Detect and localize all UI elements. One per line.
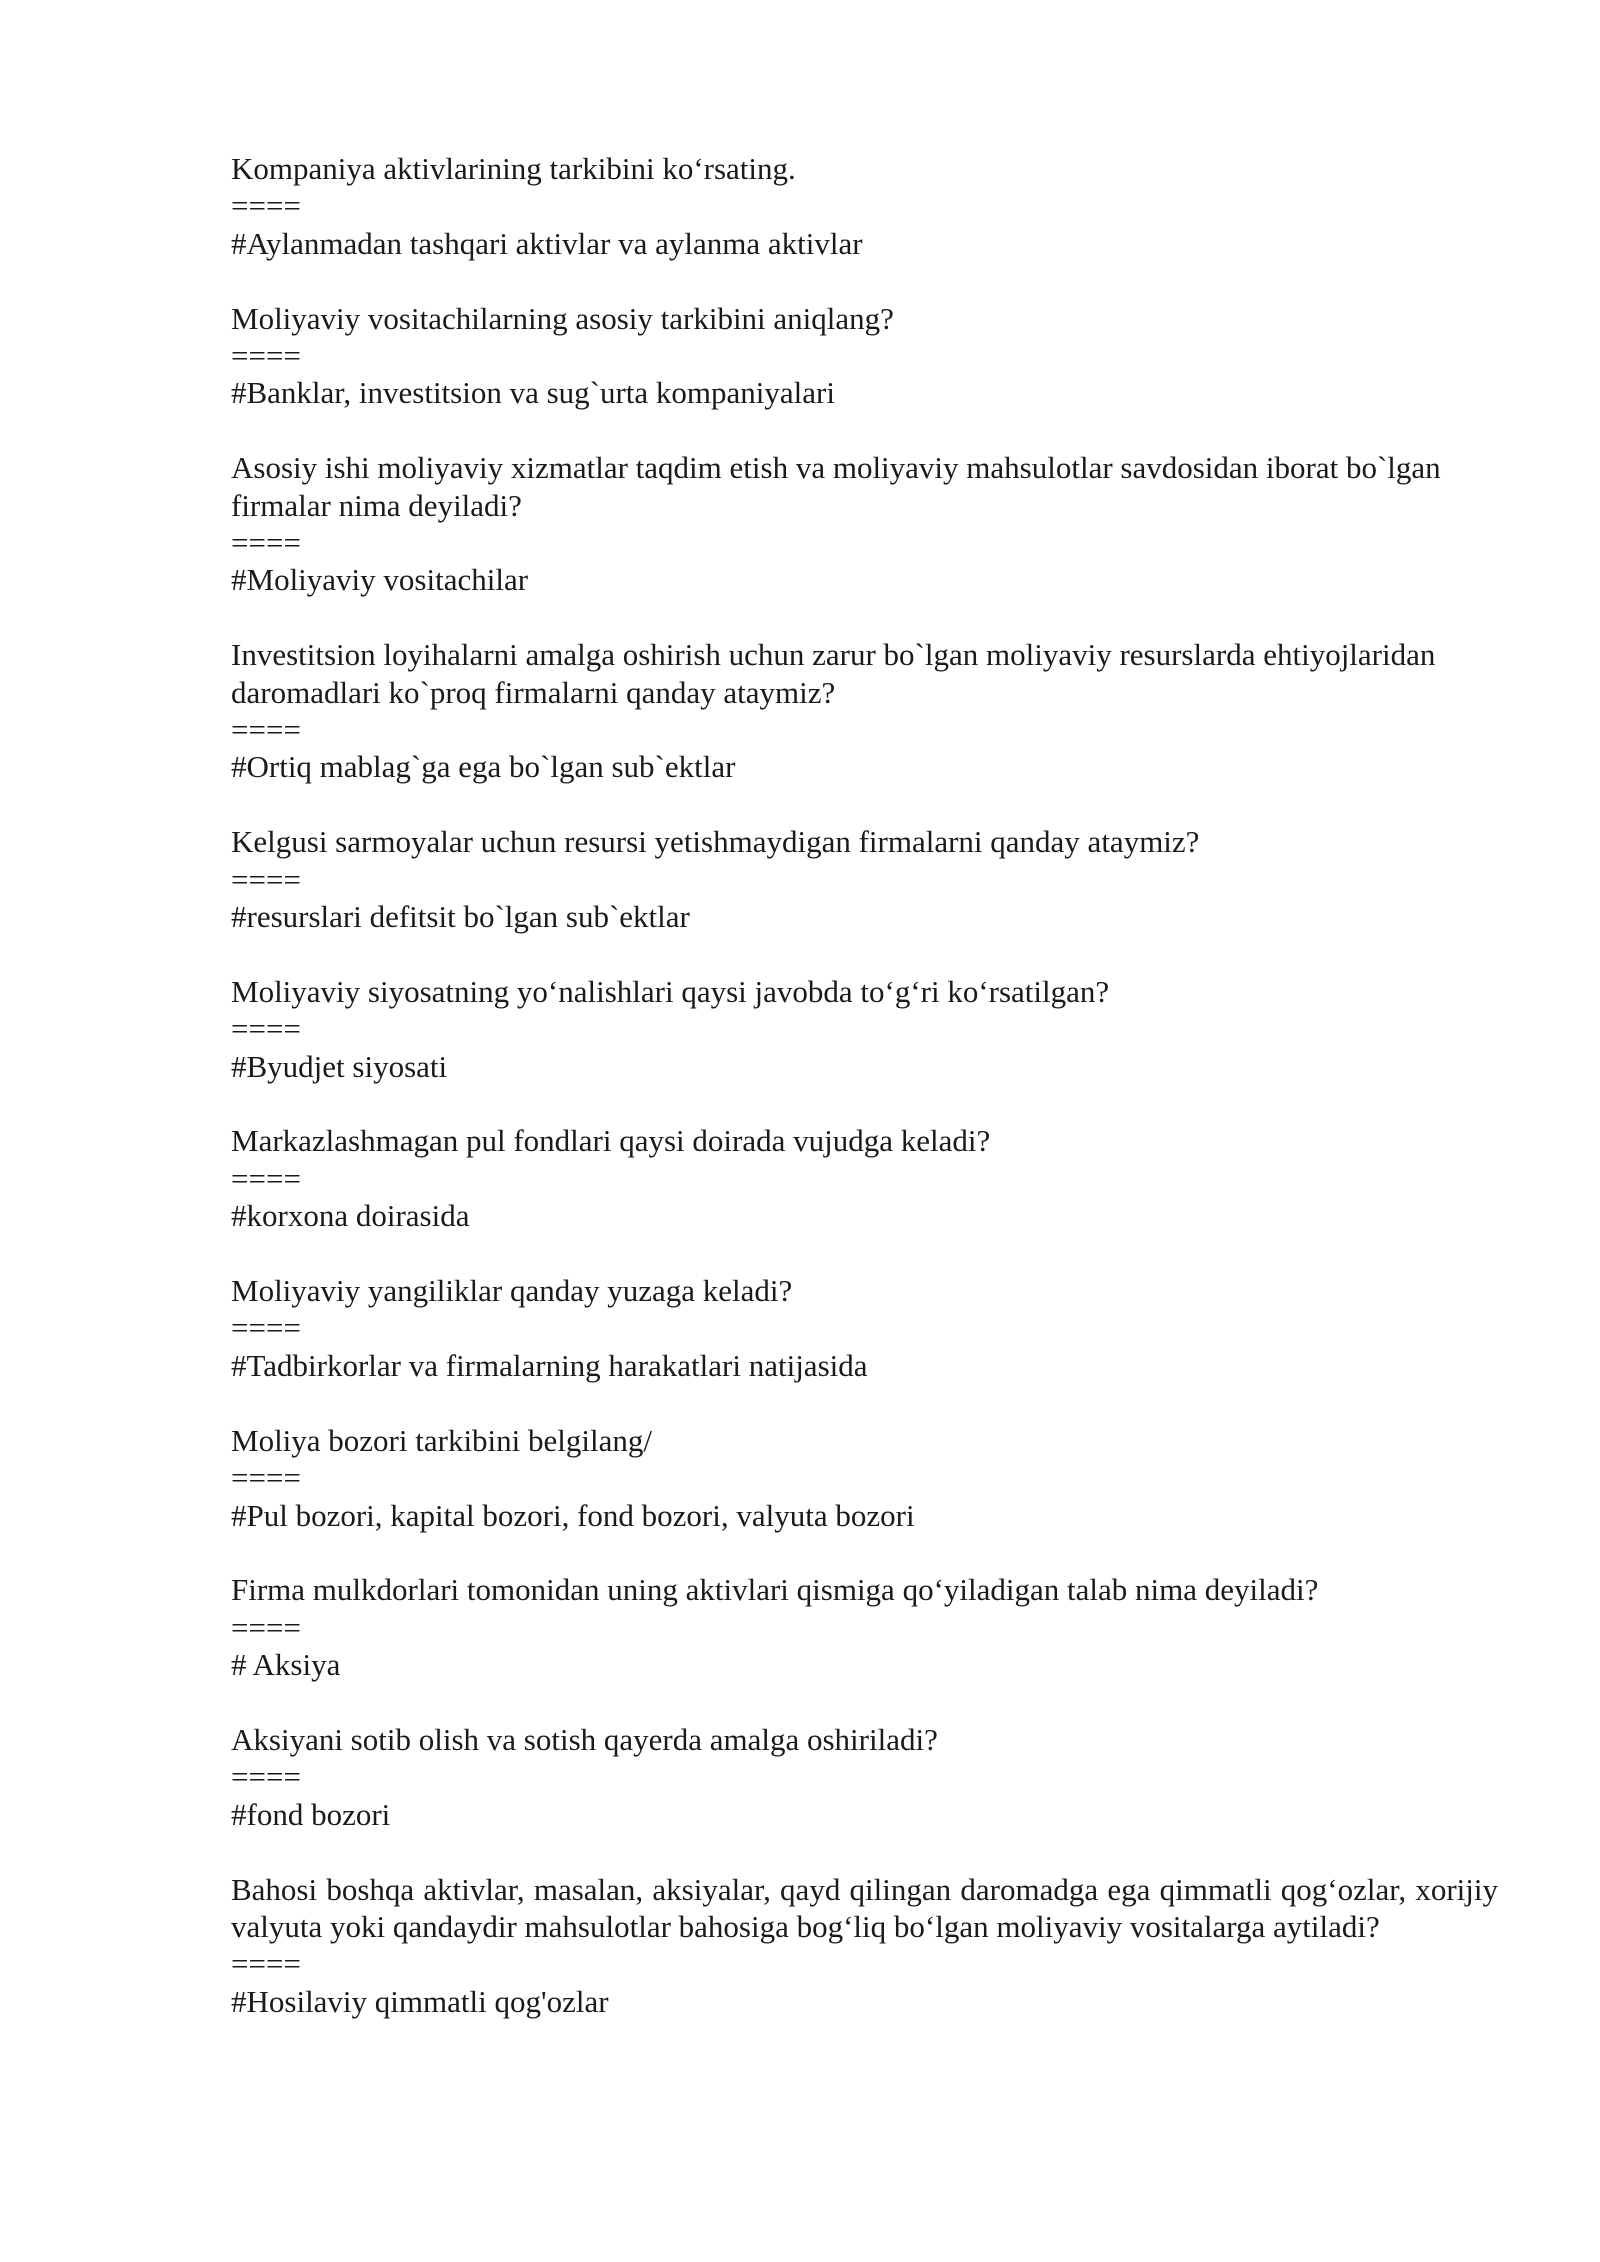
separator-line: ====	[231, 188, 301, 224]
qa-item	[231, 1422, 1498, 1534]
question-text: Moliya bozori tarkibini belgilang/	[231, 1422, 652, 1458]
separator-line: ====	[231, 861, 301, 897]
qa-item	[231, 150, 1498, 262]
separator-line: ====	[231, 1310, 301, 1346]
separator-line: ====	[231, 1946, 301, 1982]
question-text: Markazlashmagan pul fondlari qaysi doirada vujudga keladi?	[231, 1123, 991, 1159]
answer-text: #Byudjet siyosati	[231, 1048, 448, 1084]
question-text: Bahosi boshqa aktivlar, masalan, aksiyalar, qayd qilingan daromadga ega qimmatli qog‘ozlar, xorijiy valyuta yoki qandaydir mahsulotlar bahosiga bog‘liq bo‘lgan moliyaviy vositalarga aytiladi?	[231, 1871, 1498, 1944]
qa-item	[231, 1721, 1498, 1833]
question-text: Kompaniya aktivlarining tarkibini ko‘rsating.	[231, 151, 796, 186]
answer-text: #fond bozori	[231, 1796, 391, 1832]
qa-item	[231, 300, 1498, 412]
answer-text: #Banklar, investitsion va sug`urta kompaniyalari	[231, 375, 835, 411]
qa-item	[231, 1122, 1498, 1234]
answer-text: #Pul bozori, kapital bozori, fond bozori, valyuta bozori	[231, 1497, 915, 1533]
question-text: Asosiy ishi moliyaviy xizmatlar taqdim etish va moliyaviy mahsulotlar savdosidan iborat bo`lgan firmalar nima deyiladi?	[231, 450, 1441, 523]
separator-line: ====	[231, 1609, 301, 1645]
answer-text: #Tadbirkorlar va firmalarning harakatlari natijasida	[231, 1347, 868, 1383]
separator-line: ====	[231, 1160, 301, 1196]
answer-text: #resurslari defitsit bo`lgan sub`ektlar	[231, 899, 690, 935]
answer-text: #korxona doirasida	[231, 1198, 470, 1234]
separator-line: ====	[231, 712, 301, 748]
qa-item	[231, 973, 1498, 1085]
qa-item	[231, 1871, 1498, 2021]
separator-line: ====	[231, 338, 301, 374]
question-text: Investitsion loyihalarni amalga oshirish uchun zarur bo`lgan moliyaviy resurslarda ehtiyojlaridan daromadlari ko`proq firmalarni qanday ataymiz?	[231, 637, 1436, 710]
question-text: Kelgusi sarmoyalar uchun resursi yetishmaydigan firmalarni qanday ataymiz?	[231, 824, 1200, 860]
separator-line: ====	[231, 1759, 301, 1795]
question-text: Aksiyani sotib olish va sotish qayerda amalga oshiriladi?	[231, 1721, 938, 1757]
question-text: Moliyaviy vositachilarning asosiy tarkibini aniqlang?	[231, 300, 894, 336]
question-text: Moliyaviy yangiliklar qanday yuzaga keladi?	[231, 1273, 793, 1309]
question-text: Firma mulkdorlari tomonidan uning aktivlari qismiga qo‘yiladigan talab nima deyiladi?	[231, 1572, 1319, 1608]
qa-item	[231, 1571, 1498, 1683]
qa-item	[231, 823, 1498, 935]
qa-item	[231, 1272, 1498, 1384]
qa-item	[231, 636, 1498, 786]
answer-text: #Aylanmadan tashqari aktivlar va aylanma aktivlar	[231, 225, 863, 261]
question-text: Moliyaviy siyosatning yo‘nalishlari qaysi javobda to‘g‘ri ko‘rsatilgan?	[231, 973, 1110, 1009]
separator-line: ====	[231, 1011, 301, 1047]
qa-item	[231, 449, 1498, 599]
separator-line: ====	[231, 1460, 301, 1496]
answer-text: #Hosilaviy qimmatli qog'ozlar	[231, 1983, 609, 2019]
answer-text: #Moliyaviy vositachilar	[231, 562, 529, 598]
answer-text: #Ortiq mablag`ga ega bo`lgan sub`ektlar	[231, 749, 736, 785]
separator-line: ====	[231, 525, 301, 561]
document-page	[231, 150, 1498, 2058]
answer-text: # Aksiya	[231, 1647, 341, 1683]
